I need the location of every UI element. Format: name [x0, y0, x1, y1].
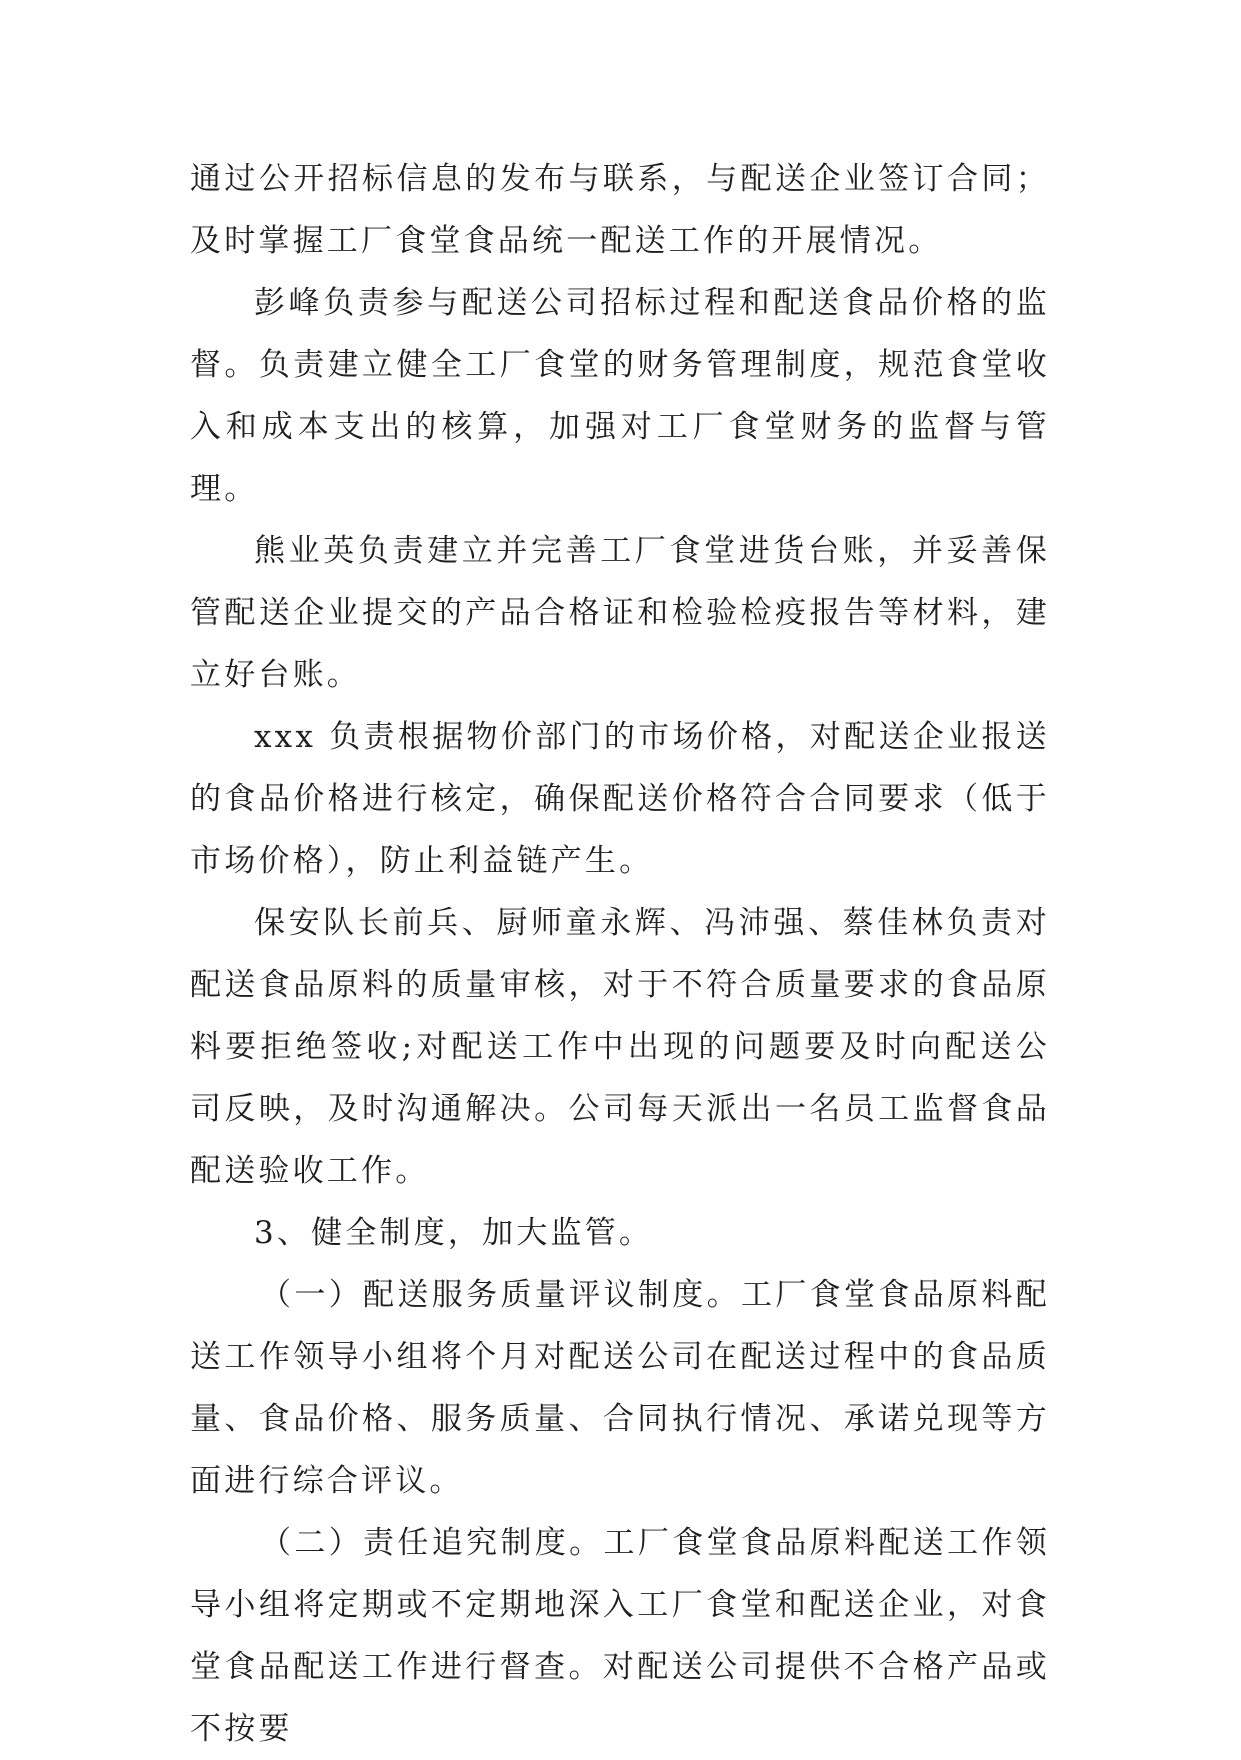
paragraph-xiong-yeying-duties: 熊业英负责建立并完善工厂食堂进货台账，并妥善保管配送企业提交的产品合格证和检验检疫报告等材料，建立好台账。: [190, 533, 1050, 693]
paragraph-distribution-contract: 通过公开招标信息的发布与联系，与配送企业签订合同；及时掌握工厂食堂食品统一配送工作的开展情况。: [190, 161, 1050, 259]
document-body: [190, 148, 1050, 1760]
paragraph-accountability-system: （二）责任追究制度。工厂食堂食品原料配送工作领导小组将定期或不定期地深入工厂食堂和配送企业，对食堂食品配送工作进行督查。对配送公司提供不合格产品或不按要: [190, 1525, 1050, 1747]
paragraph-price-verification: xxx 负责根据物价部门的市场价格，对配送企业报送的食品价格进行核定，确保配送价格符合合同要求（低于市场价格），防止利益链产生。: [190, 719, 1050, 879]
paragraph-service-quality-evaluation: （一）配送服务质量评议制度。工厂食堂食品原料配送工作领导小组将个月对配送公司在配送过程中的食品质量、食品价格、服务质量、合同执行情况、承诺兑现等方面进行综合评议。: [190, 1277, 1050, 1499]
paragraph-peng-feng-duties: 彭峰负责参与配送公司招标过程和配送食品价格的监督。负责建立健全工厂食堂的财务管理制度，规范食堂收入和成本支出的核算，加强对工厂食堂财务的监督与管理。: [190, 285, 1050, 507]
paragraph-quality-review: 保安队长前兵、厨师童永辉、冯沛强、蔡佳林负责对配送食品原料的质量审核，对于不符合质量要求的食品原料要拒绝签收;对配送工作中出现的问题要及时向配送公司反映，及时沟通解决。公司每天派出一名员工监督食品配送验收工作。: [190, 905, 1050, 1189]
section-heading-system-supervision: 3、健全制度，加大监管。: [254, 1215, 654, 1251]
